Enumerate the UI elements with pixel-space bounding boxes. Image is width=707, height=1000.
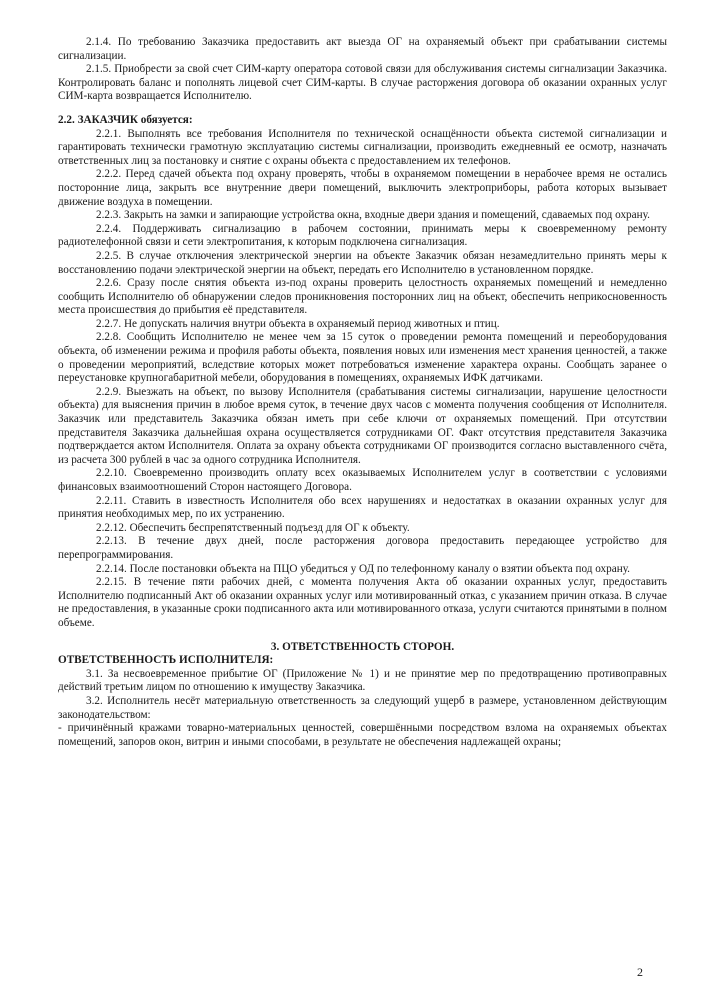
clause-2-2-8: 2.2.8. Сообщить Исполнителю не менее чем за 15 суток о проведении ремонта помещений и переоборудования объекта, об изменении режима и профиля работы объекта, появления новых или изменения мест хранения ценностей, а также о проведении мероприятий, вследствие которых может потребоваться изменение характера охраны. Сообщать заранее о переустановке крупногабаритной мебели, оборудования в помещениях, охраняемых ИФК датчиками. <box>58 331 667 385</box>
clause-2-2-10: 2.2.10. Своевременно производить оплату всех оказываемых Исполнителем услуг в соответствии с условиями финансовых взаимоотношений Сторон настоящего Договора. <box>58 467 667 493</box>
clause-2-2-12: 2.2.12. Обеспечить беспрепятственный подъезд для ОГ к объекту. <box>96 521 410 534</box>
section-3-title: 3. ОТВЕТСТВЕННОСТЬ СТОРОН. <box>270 640 455 653</box>
clause-2-2-3: 2.2.3. Закрыть на замки и запирающие устройства окна, входные двери здания и помещений, сдаваемых под охрану. <box>96 209 650 222</box>
clause-2-2-6: 2.2.6. Сразу после снятия объекта из-под охраны проверить целостность охраняемых помещений и немедленно сообщить Исполнителю об обнаружении следов проникновения посторонних лиц на объект, обеспечить неприкосновенность места происшествия до прибытия её представителя. <box>58 277 667 317</box>
clause-2-2-4: 2.2.4. Поддерживать сигнализацию в рабочем состоянии, принимать меры к своевременному ремонту радиотелефонной связи и сети электропитания, к которым подключена сигнализация. <box>58 222 667 249</box>
clause-2-2-13: 2.2.13. В течение двух дней, после расторжения договора предоставить передающее устройство для перепрограммирования. <box>58 535 667 561</box>
clause-2-2-15: 2.2.15. В течение пяти рабочих дней, с момента получения Акта об оказании охранных услуг, предоставить Исполнителю подписанный Акт об оказании охранных услуг или мотивированный отказ, с указанием причин отказа. В случае не предоставления, в указанные сроки подписанного акта или мотивированного отказа, услуги считаются принятыми в полном объеме. <box>58 576 667 629</box>
page-number: 2 <box>637 965 643 980</box>
clause-3-1: 3.1. За несвоевременное прибытие ОГ (Приложение № 1) и не принятие мер по предотвращению противоправных действий третьим лицом по отношению к имуществу Заказчика. <box>58 667 667 694</box>
clause-2-2-1: 2.2.1. Выполнять все требования Исполнителя по технической оснащённости объекта системой сигнализации и гарантировать технически грамотную эксплуатацию системы сигнализации, производить ежедневный ее осмотр, назначать ответственных лиц за постановку и снятие с охраны объекта с предоставлением их телефонов. <box>58 127 667 167</box>
clause-2-2-5: 2.2.5. В случае отключения электрической энергии на объекте Заказчик обязан незамедлительно принять меры к восстановлению подачи электрической энергии на объект, передать его Исполнителю в установленном порядке. <box>58 249 667 276</box>
clause-2-2-7: 2.2.7. Не допускать наличия внутри объекта в охраняемый период животных и птиц. <box>96 317 500 330</box>
clause-3-2-bullet: - причинённый кражами товарно-материальных ценностей, совершёнными посредством взлома на охраняемых объектах помещений, запоров окон, витрин и иными способами, в результате не обеспечения надлежащей охраны; <box>58 722 667 748</box>
clause-2-2-9: 2.2.9. Выезжать на объект, по вызову Исполнителя (срабатывания системы сигнализации, нарушение целостности объекта) для выяснения причин в любое время суток, в течение двух часов с момента получения сообщения от Исполнителя. Заказчик или представитель Заказчика обязан иметь при себе ключи от охраняемых помещений. При отсутствии представителя Заказчика дальнейшая охрана осуществляется сотрудниками ОГ. Факт отсутствия представителя Заказчика подтверждается актом Исполнителя. Оплата за охрану объекта сотрудниками ОГ производится согласно выставленного счёта, из расчета 300 рублей в час за одного сотрудника Исполнителя. <box>58 385 667 466</box>
section-3-subtitle: ОТВЕТСТВЕННОСТЬ ИСПОЛНИТЕЛЯ: <box>58 654 274 667</box>
section-customer-heading: 2.2. ЗАКАЗЧИК обязуется: <box>58 113 193 126</box>
clause-2-1-4: 2.1.4. По требованию Заказчика предоставить акт выезда ОГ на охраняемый объект при срабатывании системы сигнализации. <box>58 36 667 62</box>
clause-2-2-2: 2.2.2. Перед сдачей объекта под охрану проверять, чтобы в охраняемом помещении в нерабочее время не остались посторонние лица, закрыть все внутренние двери помещений, выключить электроприборы, работа которых вызывает движение воздуха в помещении. <box>58 168 667 208</box>
clause-3-2: 3.2. Исполнитель несёт материальную ответственность за следующий ущерб в размере, установленном действующим законодательством: <box>58 694 667 721</box>
clause-2-1-5: 2.1.5. Приобрести за свой счет СИМ-карту оператора сотовой связи для обслуживания системы сигнализации Заказчика. Контролировать баланс и пополнять лицевой счет СИМ-карты. В случае расторжения договора об оказании охранных услуг СИМ-карта возвращается Исполнителю. <box>58 63 667 103</box>
clause-2-2-11: 2.2.11. Ставить в известность Исполнителя обо всех нарушениях и недостатках в оказании охранных услуг для принятия необходимых мер, по их устранению. <box>58 494 667 521</box>
clause-2-2-14: 2.2.14. После постановки объекта на ПЦО убедиться у ОД по телефонному каналу о взятии объекта под охрану. <box>96 562 630 575</box>
